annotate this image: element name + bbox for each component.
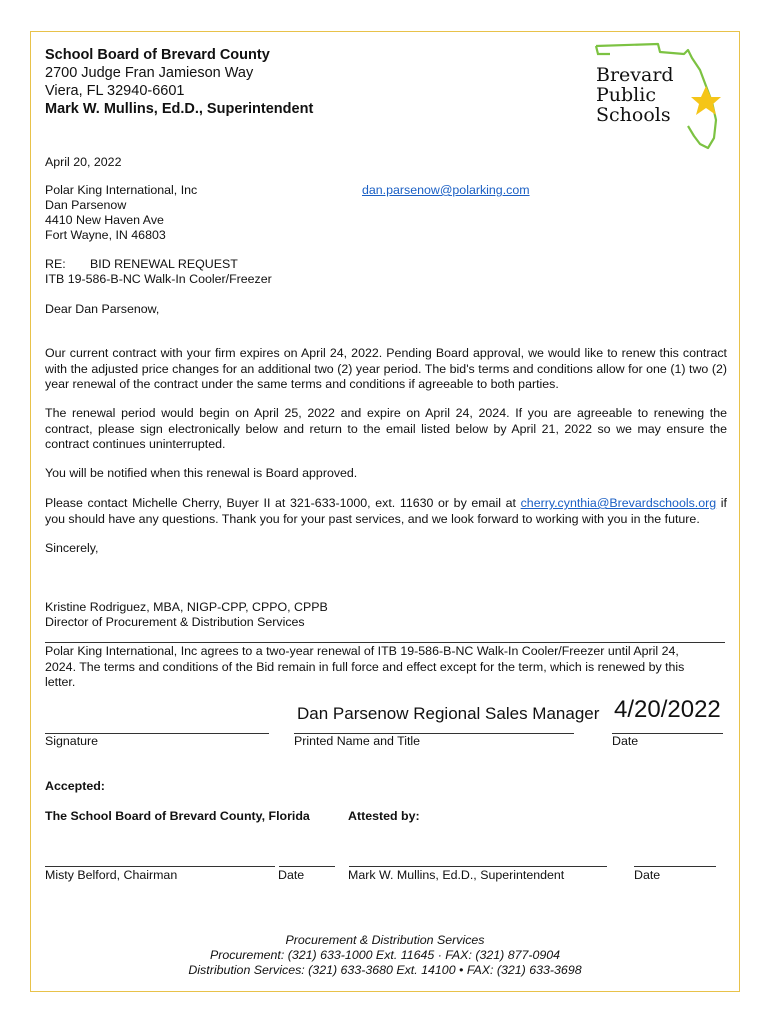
recipient-name: Dan Parsenow — [45, 198, 127, 212]
letter-date: April 20, 2022 — [45, 155, 122, 169]
agreement-text: Polar King International, Inc agrees to a two-year renewal of ITB 19-586-B-NC Walk-In Cooler/Freezer until April 24, 2024. The terms and conditions of the Bid remain in full force and effect except for the term, which is renewed by this letter. — [45, 644, 685, 689]
chair-label: Misty Belford, Chairman — [45, 868, 178, 882]
paragraph-contact — [45, 496, 727, 527]
letterhead-org: School Board of Brevard County — [45, 47, 270, 63]
paragraph-contract: Our current contract with your firm expires on April 24, 2022. Pending Board approval, we would like to renew this contract with the adjusted price changes for an additional two (2) year period. The bid's terms and conditions allow for one (1) two (2) year renewal of the contract under the same terms and conditions if agreeable to both parties. — [45, 346, 727, 391]
printed-name-value[interactable]: Dan Parsenow Regional Sales Manager — [297, 704, 600, 723]
super-signature-line — [349, 866, 607, 867]
logo-line3: Schools — [596, 104, 671, 126]
attested-label: Attested by: — [348, 809, 420, 823]
brevard-public-schools-logo — [588, 40, 730, 152]
re-subject: BID RENEWAL REQUEST — [90, 257, 238, 271]
paragraph-renewal-period: The renewal period would begin on April 25, 2022 and expire on April 24, 2024. If you are agreeable to renewing the contract, please sign electronically below and return to the email listed below by April 21, 2022 so we may ensure the contract continues uninterrupted. — [45, 406, 727, 451]
recipient-street: 4410 New Haven Ave — [45, 213, 164, 227]
paragraph-notification: You will be notified when this renewal is Board approved. — [45, 466, 358, 480]
chair-date-line — [279, 866, 335, 867]
recipient-company: Polar King International, Inc — [45, 183, 198, 197]
super-label: Mark W. Mullins, Ed.D., Superintendent — [348, 868, 565, 882]
accepted-heading: Accepted: — [45, 779, 105, 793]
super-date-label: Date — [634, 868, 661, 882]
contact-email-link[interactable]: cherry.cynthia@Brevardschools.org — [520, 496, 717, 510]
vendor-date-label: Date — [612, 734, 639, 748]
star-icon — [691, 86, 721, 115]
letterhead-superintendent: Mark W. Mullins, Ed.D., Superintendent — [45, 101, 314, 117]
letterhead-address2: Viera, FL 32940-6601 — [45, 83, 185, 99]
super-date-line — [634, 866, 716, 867]
letterhead-address1: 2700 Judge Fran Jamieson Way — [45, 65, 254, 81]
re-label: RE: — [45, 257, 66, 271]
printed-name-label: Printed Name and Title — [294, 734, 421, 748]
contact-text-before: Please contact Michelle Cherry, Buyer II at 321-633-1000, ext. 11630 or by email at — [45, 496, 521, 510]
board-name: The School Board of Brevard County, Florida — [45, 809, 310, 823]
footer-procurement: Procurement: (321) 633-1000 Ext. 11645 · FAX: (321) 877-0904 — [209, 948, 561, 962]
footer-dept: Procurement & Distribution Services — [285, 933, 485, 947]
contact-text-after: if you should have any questions. Thank you for your past services, and we look forward to working with you in the future. — [45, 496, 727, 526]
logo-line1: Brevard — [596, 64, 674, 86]
re-itb: ITB 19-586-B-NC Walk-In Cooler/Freezer — [45, 272, 272, 286]
vendor-date-value[interactable]: 4/20/2022 — [614, 696, 721, 723]
chair-signature-line — [45, 866, 275, 867]
closing: Sincerely, — [45, 541, 99, 555]
footer-distribution: Distribution Services: (321) 633-3680 Ext. 14100 • FAX: (321) 633-3698 — [188, 963, 582, 977]
recipient-email-link[interactable]: dan.parsenow@polarking.com — [362, 183, 530, 197]
salutation: Dear Dan Parsenow, — [45, 302, 160, 316]
recipient-city: Fort Wayne, IN 46803 — [45, 228, 166, 242]
signer-name: Kristine Rodriguez, MBA, NIGP-CPP, CPPO, CPPB — [45, 600, 328, 614]
signer-title: Director of Procurement & Distribution Services — [45, 615, 305, 629]
logo-line2: Public — [596, 84, 656, 106]
signature-label: Signature — [45, 734, 99, 748]
chair-date-label: Date — [278, 868, 305, 882]
divider-line — [45, 642, 725, 643]
